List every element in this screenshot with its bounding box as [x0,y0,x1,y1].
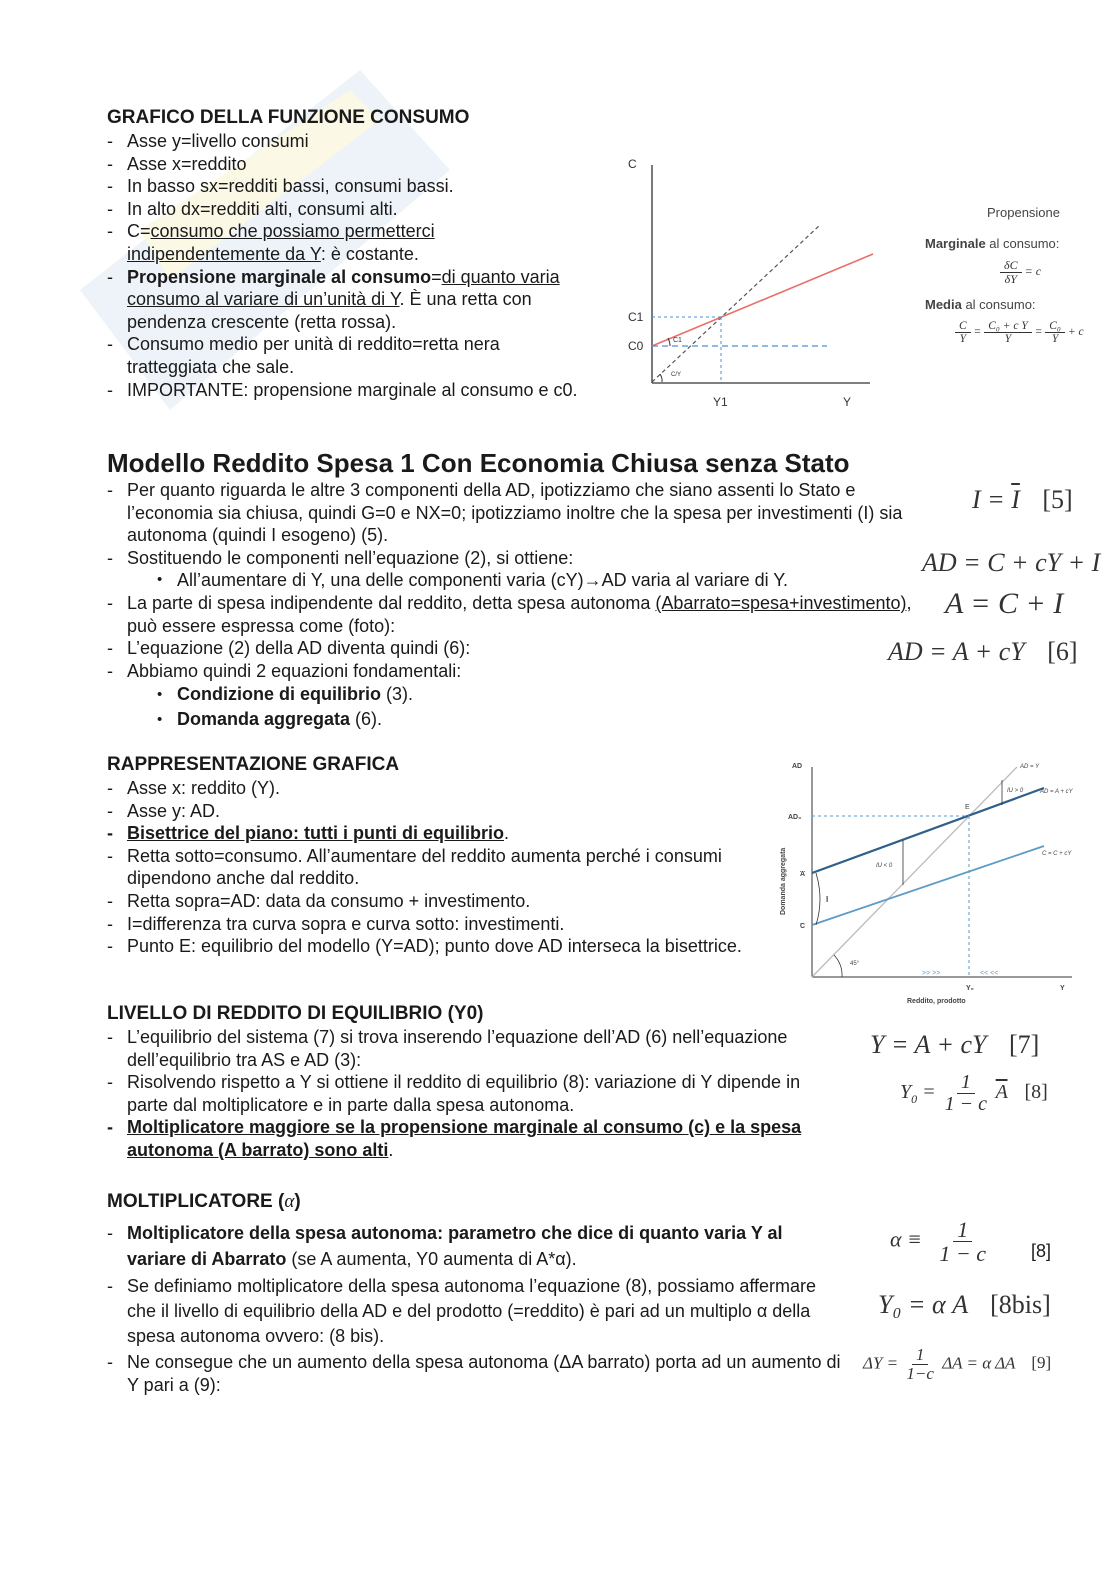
y0-label: Y₀ [966,985,974,992]
ad-axis-label: AD [792,763,803,770]
sub-list-item: • Condizione di equilibrio (3). [157,682,922,707]
consumption-graph [615,150,915,415]
list-item: - Abbiamo quindi 2 equazioni fondamentali: • Condizione di equilibrio (3). • Domanda aggregata (6). [107,660,922,733]
section-title-grafica: RAPPRESENTAZIONE GRAFICA [107,754,400,775]
ad-line [812,788,1044,873]
section-title-moltiplicatore: MOLTIPLICATORE (α) [107,1191,301,1212]
equation-abar: A = C + I [945,587,1064,620]
equation-6: AD = A + cY [6] [888,637,1078,666]
list-item: - Propensione marginale al consumo=di quanto varia consumo al variare di un’unità di Y. È una retta con pendenza crescente (retta rossa). [107,266,587,334]
graph-label-y1: Y1 [713,395,728,409]
list-item: - Per quanto riguarda le altre 3 componenti della AD, ipotizziamo che siano assenti lo Stato e l’economia sia chiusa, quindi G=0 e NX=0; ipotizziamo inoltre che la spesa per investimenti (I) sia autonoma (quindi I esogeno) (5). [107,479,922,547]
list-item: - Ne consegue che un aumento della spesa autonoma (ΔA barrato) porta ad un aumento di Y pari a (9): [107,1351,842,1397]
equation-8bis: Y₀ = α A [8bis] [878,1290,1051,1319]
list-item: - Retta sotto=consumo. All’aumentare del reddito aumenta perché i consumi dipendono anche dal reddito. [107,845,757,890]
list-item: - Asse y: AD. [107,800,757,823]
arrows-right: << << [980,970,999,977]
section-title-reddito: LIVELLO DI REDDITO DI EQUILIBRIO (Y0) [107,1003,484,1024]
graph-label-c: C [628,157,637,171]
investment-brace [816,873,820,925]
equation-alpha: α ≡ $\frac{1}{1 - c}$ [890,1217,987,1267]
propensione-title: Propensione [987,205,1060,220]
section-title-consumo: GRAFICO DELLA FUNZIONE CONSUMO [107,107,470,128]
equation-5: $I = \overline{I}$ [5] [972,485,1073,514]
ad0-label: AD₀ [788,814,802,821]
list-item: - Risolvendo rispetto a Y si ottiene il reddito di equilibrio (8): variazione di Y dipende in parte dal moltiplicatore e in parte dalla spesa autonoma. [107,1071,842,1116]
graph-label-y: Y [843,395,852,409]
bisector-line [812,767,1017,977]
list-item: - Moltiplicatore maggiore se la propensione marginale al consumo (c) e la spesa autonoma (A barrato) sono alti. [107,1116,842,1161]
moltiplicatore-list [107,1220,842,1397]
section-title-modello: Modello Reddito Spesa 1 Con Economia Chiusa senza Stato [107,448,850,478]
equation-9: ΔY = $\frac{1}{1-c}$ ΔA = α ΔA [9] [863,1345,1052,1383]
list-item: - L’equilibrio del sistema (7) si trova inserendo l’equazione dell’AD (6) nell’equazione dell’equilibrio tra AS e AD (3): [107,1026,842,1071]
list-item: - Sostituendo le componenti nell’equazione (2), si ottiene: • All’aumentare di Y, una delle componenti varia (cY)→AD varia al variare di Y. [107,547,922,592]
ad-equals-y-label: AD = Y [1020,764,1040,770]
list-item: - Asse x: reddito (Y). [107,777,757,800]
marginal-formula: $\frac{\delta C}{\delta Y}$ = c [1000,259,1105,285]
list-item: - L’equazione (2) della AD diventa quindi (6): [107,637,922,660]
equation-ad-components: AD = C + cY + I [922,548,1101,577]
list-item: - C=consumo che possiamo permetterci indipendentemente da Y: è costante. [107,220,587,265]
arrows-left: >> >> [922,970,941,977]
list-item: - Asse x=reddito [107,153,587,176]
angle-45-arc [834,955,842,977]
average-formula: $\frac{C}{Y}$ = $\frac{\text{C₀ + c Y}}{Y}$ = $\frac{\text{C₀}}{Y}$ + c [955,320,1105,345]
graph-angle-cy: C/Y [671,372,682,378]
y-axis-title: Domanda aggregata [780,847,787,915]
average-consumption-line [652,225,820,382]
list-item: - In alto dx=redditi alti, consumi alti. [107,198,587,221]
angle-cy-arc [660,374,662,382]
investment-label: I [826,895,829,904]
list-item: - I=differenza tra curva sopra e curva sotto: investimenti. [107,913,757,936]
list-item: - La parte di spesa indipendente dal reddito, detta spesa autonoma (Abarrato=spesa+investimento), può essere espressa come (foto): [107,592,922,637]
grafica-list [107,777,757,958]
ad-graph [772,755,1094,1010]
list-item: - IMPORTANTE: propensione marginale al consumo e c0. [107,379,587,402]
iu-positive-label: IU > 0 [1007,788,1024,794]
list-item: - Moltiplicatore della spesa autonoma: parametro che dice di quanto varia Y al variare di Abarrato (se A aumenta, Y0 aumenta di A*α). [107,1220,842,1272]
cbar-label: C [800,923,806,930]
list-item: - Retta sopra=AD: data da consumo + investimento. [107,890,757,913]
graph-angle-c1: C1 [673,337,682,344]
abar-label: A [800,871,806,878]
marginale-label: Marginale al consumo: [925,236,1060,251]
iu-negative-label: IU < 0 [876,863,893,869]
y-axis-label: Y [1060,985,1065,992]
graph-label-c1: C1 [628,310,644,324]
marginal-consumption-line [652,254,873,346]
graph-label-c0: C0 [628,339,644,353]
consumo-list [107,130,587,401]
list-item: - Punto E: equilibrio del modello (Y=AD); punto dove AD interseca la bisettrice. [107,935,757,958]
modello-list [107,479,922,732]
x-axis-title: Reddito, prodotto [907,998,966,1005]
propensione-panel [925,205,1105,345]
list-item: - Consumo medio per unità di reddito=retta nera tratteggiata che sale. [107,333,587,378]
sub-list-item: • All’aumentare di Y, una delle componenti varia (cY)→AD varia al variare di Y. [157,569,922,592]
equation-7: Y = A + cY [7] [870,1030,1040,1059]
reddito-list [107,1026,842,1162]
list-item: - In basso sx=redditi bassi, consumi bassi. [107,175,587,198]
list-item: - Bisettrice del piano: tutti i punti di equilibrio. [107,822,757,845]
sub-list-item: • Domanda aggregata (6). [157,707,922,732]
media-label: Media al consumo: [925,297,1036,313]
list-item: - Asse y=livello consumi [107,130,587,153]
ad-function-label: AD = A + cY [1040,789,1073,795]
consumption-function-label: C = C + cY [1042,851,1072,857]
equation-alpha-tag: [8] [1031,1241,1052,1261]
equilibrium-e-label: E [965,804,970,811]
list-item: - Se definiamo moltiplicatore della spesa autonoma l’equazione (8), possiamo affermare che il livello di equilibrio della AD e del prodotto (=reddito) è pari ad un multiplo α della spesa autonoma ovvero: (8 bis). [107,1274,842,1349]
equation-8: $Y_0$ = $\frac{1}{1 - c}$ $\overline{A}$ [8] [900,1071,1048,1115]
angle-45-label: 45° [850,961,860,967]
